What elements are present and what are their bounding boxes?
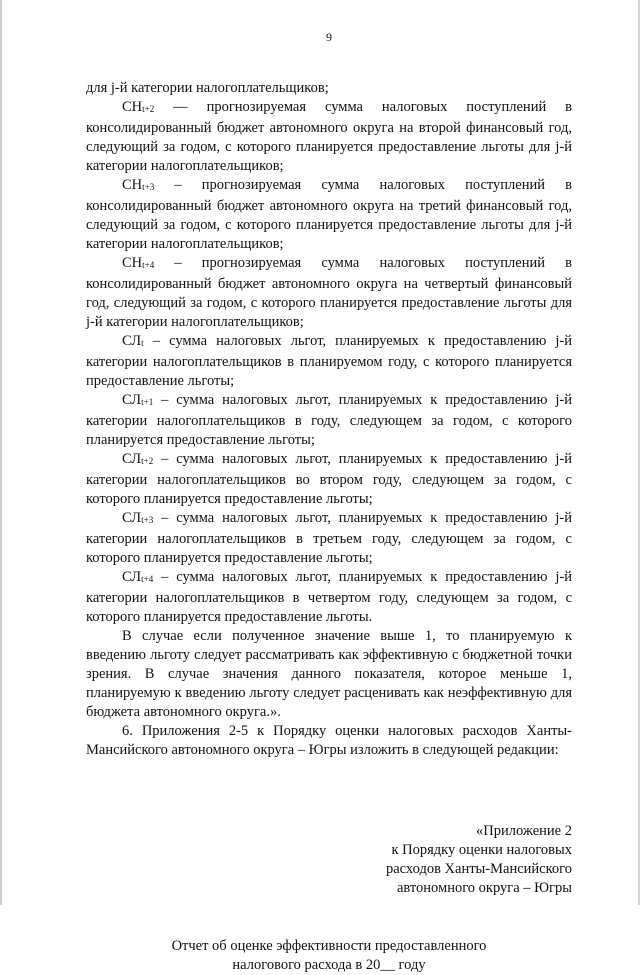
- paragraph: [86, 332, 572, 391]
- variable-symbol: СЛ: [122, 569, 142, 585]
- variable-subscript: t+4: [142, 260, 155, 270]
- appendix-line: расходов Ханты-Мансийского: [385, 861, 572, 877]
- variable-subscript: t+3: [142, 182, 155, 192]
- variable-symbol: СЛ: [122, 451, 142, 467]
- paragraph: [86, 509, 572, 568]
- variable-symbol: СЛ: [122, 510, 142, 526]
- paragraph: [86, 722, 572, 760]
- variable-subscript: t+2: [142, 104, 155, 114]
- body-text: [86, 79, 572, 760]
- page-number: 9: [326, 30, 332, 44]
- appendix-line: «Приложение 2: [476, 823, 572, 839]
- report-title-line: налогового расхода в 20__ году: [232, 957, 426, 973]
- variable-symbol: СН: [122, 99, 143, 115]
- paragraph: [86, 98, 572, 176]
- paragraph: [86, 450, 572, 509]
- document-page: [86, 30, 572, 975]
- appendix-heading: [282, 822, 572, 898]
- variable-subscript: t+1: [141, 397, 154, 407]
- paragraph: [86, 627, 572, 722]
- paragraph-text: — прогнозируемая сумма налоговых поступлений в консолидированный бюджет автономного округа на второй финансовый год, следующий за годом, с которого планируется предоставление льготы для j-й категории налогоплательщиков;: [86, 99, 572, 174]
- variable-symbol: СЛ: [122, 333, 142, 349]
- report-title-line: Отчет об оценке эффективности предоставленного: [171, 938, 487, 954]
- report-title: [86, 937, 572, 975]
- variable-subscript: t+2: [141, 456, 154, 466]
- paragraph-text: – сумма налоговых льгот, планируемых к предоставлению j-й категории налогоплательщиков во втором году, следующем за годом, с которого планируется предоставление льготы;: [86, 451, 572, 507]
- paragraph-text: 6. Приложения 2-5 к Порядку оценки налоговых расходов Ханты-Мансийского автономного округа – Югры изложить в следующей редакции:: [86, 723, 572, 758]
- paragraph-text: – сумма налоговых льгот, планируемых к предоставлению j-й категории налогоплательщиков в планируемом году, с которого планируется предоставление льготы;: [86, 333, 572, 389]
- appendix-line: автономного округа – Югры: [396, 880, 572, 896]
- paragraph: [86, 254, 572, 332]
- paragraph-text: для j-й категории налогоплательщиков;: [86, 80, 329, 96]
- paragraph-text: – сумма налоговых льгот, планируемых к предоставлению j-й категории налогоплательщиков в году, следующем за годом, с которого планируется предоставление льготы;: [86, 392, 572, 448]
- paragraph-text: – сумма налоговых льгот, планируемых к предоставлению j-й категории налогоплательщиков в третьем году, следующем за годом, с которого планируется предоставление льготы;: [86, 510, 572, 566]
- variable-subscript: t: [141, 338, 144, 348]
- variable-symbol: СЛ: [122, 392, 142, 408]
- paragraph: [86, 79, 572, 98]
- paragraph-text: – прогнозируемая сумма налоговых поступлений в консолидированный бюджет автономного округа на четвертый финансовый год, следующий за годом, с которого планируется предоставление льготы для j-й категории налогоплательщиков;: [86, 255, 572, 330]
- paragraph: [86, 176, 572, 254]
- paragraph: [86, 391, 572, 450]
- variable-symbol: СН: [122, 255, 143, 271]
- paragraph-text: – сумма налоговых льгот, планируемых к предоставлению j-й категории налогоплательщиков в четвертом году, следующем за годом, с которого планируется предоставление льготы.: [86, 569, 572, 625]
- variable-subscript: t+3: [141, 515, 154, 525]
- variable-symbol: СН: [122, 177, 143, 193]
- page-edge-left: [0, 0, 2, 905]
- paragraph-text: В случае если полученное значение выше 1, то планируемую к введению льготу следует рассматривать как эффективную с бюджетной точки зрения. В случае значения данного показателя, которое меньше 1, планируемую к введению льготу следует расценивать как неэффективную для бюджета автономного округа.».: [86, 628, 572, 720]
- paragraph-text: – прогнозируемая сумма налоговых поступлений в консолидированный бюджет автономного округа на третий финансовый год, следующий за годом, с которого планируется предоставление льготы для j-й категории налогоплательщиков;: [86, 177, 572, 252]
- variable-subscript: t+4: [141, 574, 154, 584]
- appendix-line: к Порядку оценки налоговых: [391, 842, 572, 858]
- paragraph: [86, 568, 572, 627]
